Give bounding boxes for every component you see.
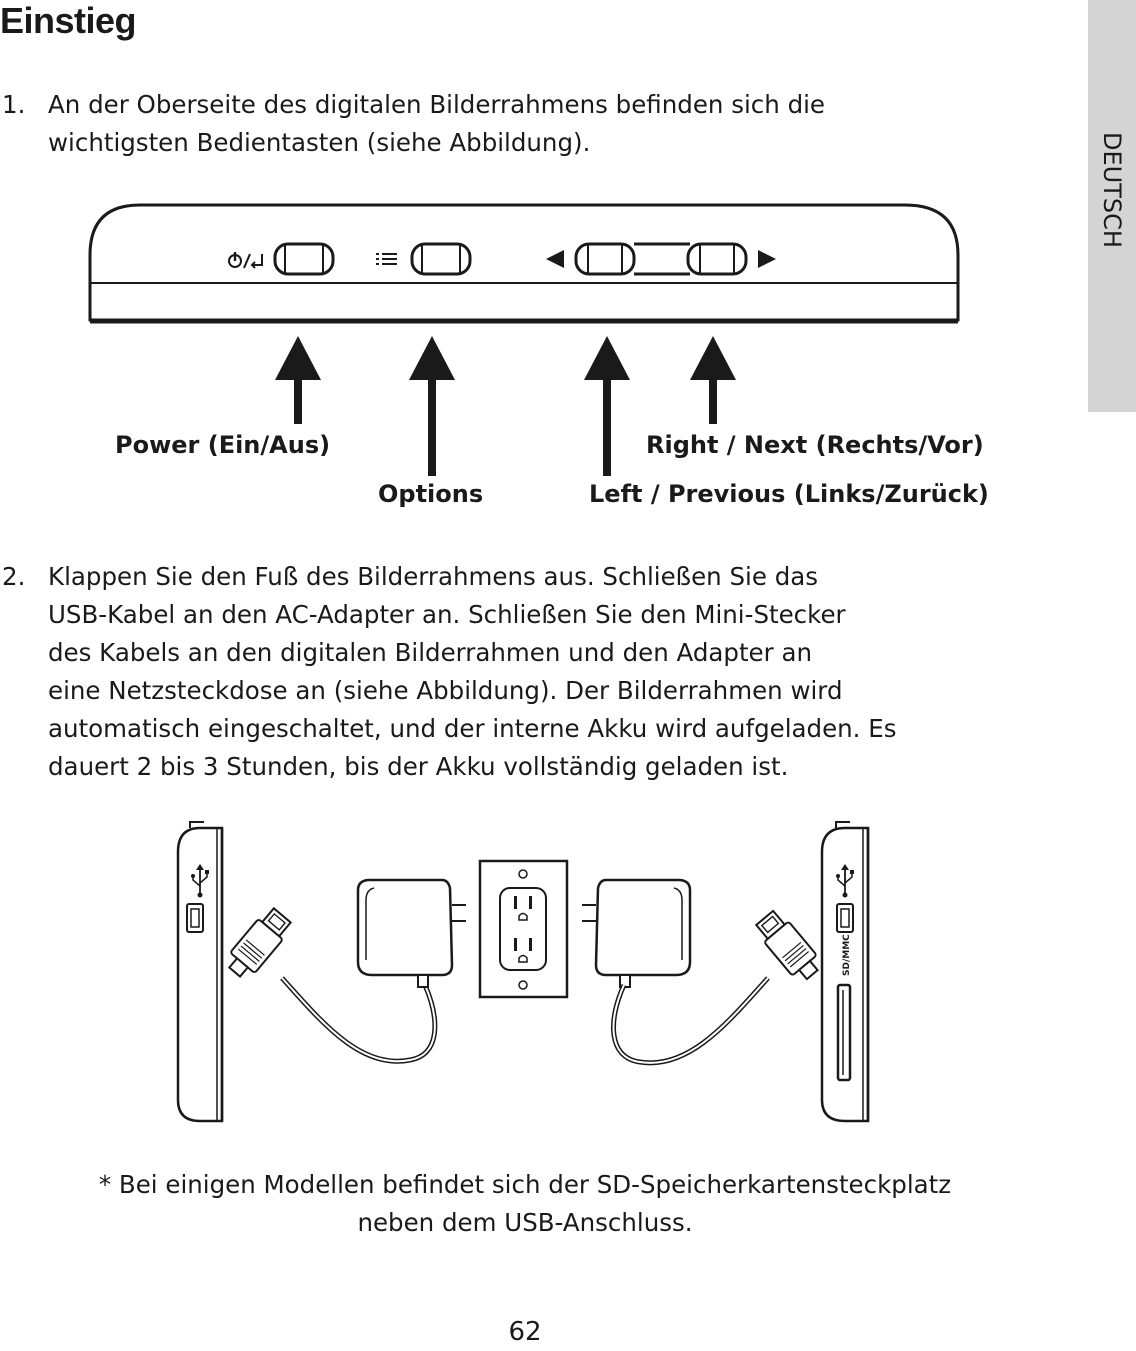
frame-top-outline (90, 205, 958, 320)
step-2 (0, 558, 1050, 786)
right-usb-plug (752, 908, 824, 985)
step-1-line: wichtigsten Bedientasten (siehe Abbildung). (48, 128, 591, 157)
step-2-line: des Kabels an den digitalen Bilderrahmen und den Adapter an (48, 638, 813, 667)
language-label: DEUTSCH (1098, 132, 1126, 248)
label-options: Options (378, 480, 484, 508)
wall-outlet (480, 861, 567, 997)
arrow-left (584, 336, 630, 476)
step-2-line: USB-Kabel an den AC-Adapter an. Schließen Sie den Mini-Stecker (48, 600, 846, 629)
footnote (0, 1166, 1050, 1242)
step-2-line: automatisch eingeschaltet, und der interne Akku wird aufgeladen. Es (48, 714, 897, 743)
left-ac-adapter (358, 880, 466, 987)
step-2-line: Klappen Sie den Fuß des Bilderrahmens aus. Schließen Sie das (48, 562, 819, 591)
step-1-line: An der Oberseite des digitalen Bilderrahmens befinden sich die (48, 90, 826, 119)
step-2-number: 2. (2, 562, 26, 591)
step-1 (0, 86, 1050, 162)
left-usb-plug (222, 905, 294, 982)
left-frame-side (178, 822, 222, 1121)
sd-card-slot (838, 985, 850, 1080)
label-right-next: Right / Next (Rechts/Vor) (646, 431, 984, 459)
footnote-line: neben dem USB-Anschluss. (357, 1208, 693, 1237)
footnote-line: * Bei einigen Modellen befindet sich der SD-Speicherkartensteckplatz (98, 1170, 952, 1199)
arrow-options (409, 336, 455, 476)
arrow-right (690, 336, 736, 424)
step-2-line: dauert 2 bis 3 Stunden, bis der Akku vollständig geladen ist. (48, 752, 789, 781)
right-frame-side (822, 822, 868, 1121)
page-title: Einstieg (0, 0, 137, 41)
arrow-power (275, 336, 321, 424)
left-cable (282, 978, 435, 1061)
card-slot-label: SD/MMC (842, 934, 852, 976)
right-ac-adapter (582, 880, 690, 987)
step-1-number: 1. (2, 90, 26, 119)
label-power: Power (Ein/Aus) (115, 431, 331, 459)
power-button (275, 244, 333, 274)
step-2-line: eine Netzsteckdose an (siehe Abbildung). Der Bilderrahmen wird (48, 676, 843, 705)
connection-figure (0, 820, 1136, 1130)
options-button (412, 244, 470, 274)
label-left-previous: Left / Previous (Links/Zurück) (589, 480, 989, 508)
page-number: 62 (508, 1317, 542, 1347)
